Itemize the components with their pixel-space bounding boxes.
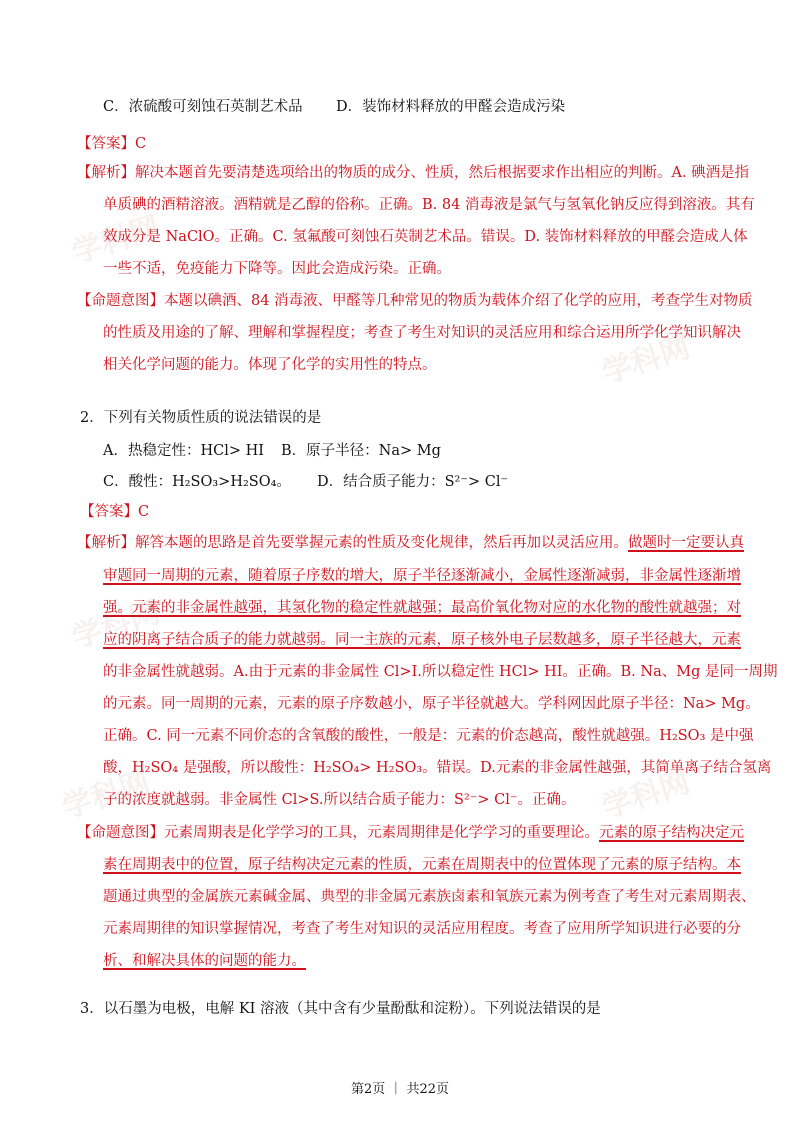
q2-intent-line: 元素周期律的知识掌握情况，考查了考生对知识的灵活应用程度。考查了应用所学知识进行必要的分 [103, 921, 741, 937]
q2-option-d: D．结合质子能力：S²⁻> Cl⁻ [317, 474, 509, 490]
watermark-logo: 学科网 [597, 329, 695, 391]
q2-analysis-first-text: 解答本题的思路是首先要掌握元素的性质及变化规律，然后再加以灵活应用。 [135, 535, 628, 551]
watermark-logo: 学科网 [67, 209, 165, 271]
q2-answer: 【答案】C [80, 504, 150, 520]
q1-option-c: C．浓硫酸可刻蚀石英制艺术品 [103, 99, 303, 115]
q1-analysis-line: 【解析】解决本题首先要清楚选项给出的物质的成分、性质，然后根据要求作出相应的判断。A. 碘酒是指 [77, 165, 750, 181]
q1-analysis-line: 一些不适，免疫能力下降等。因此会造成污染。正确。 [103, 261, 451, 277]
q1-analysis-line: 效成分是 NaClO。正确。C. 氢氟酸可刻蚀石英制艺术品。错误。D. 装饰材料释放的甲醛会造成人体 [103, 229, 748, 245]
q1-intent-line: 【命题意图】本题以碘酒、84 消毒液、甲醛等几种常见的物质为载体介绍了化学的应用，考查学生对物质 [77, 293, 753, 309]
q2-option-c: C．酸性：H₂SO₃>H₂SO₄。 [103, 474, 291, 490]
q1-answer: 【答案】C [77, 136, 147, 152]
q2-intent-label: 【命题意图】 [77, 825, 164, 841]
q1-option-d: D．装饰材料释放的甲醛会造成污染 [336, 99, 566, 115]
q3-stem: 3．以石墨为电极，电解 KI 溶液（其中含有少量酚酞和淀粉）。下列说法错误的是 [80, 1001, 601, 1017]
q2-analysis-label: 【解析】 [77, 535, 135, 551]
q1-intent-line: 的性质及用途的了解、理解和掌握程度；考查了考生对知识的灵活应用和综合运用所学化学知识解决 [103, 325, 741, 341]
watermark-logo: 学科网 [597, 764, 695, 826]
q2-analysis-line: 的元素。同一周期的元素，元素的原子序数越小，原子半径就越大。学科网因此原子半径：Na> Mg。 [103, 696, 760, 712]
q2-intent-line: 题通过典型的金属族元素碱金属、典型的非金属元素族卤素和氧族元素为例考查了考生对元素周期表、 [103, 889, 756, 905]
q2-analysis-line: 酸，H₂SO₄ 是强酸，所以酸性：H₂SO₄> H₂SO₃。错误。D.元素的非金属性越强，其简单离子结合氢离 [103, 760, 772, 776]
q2-intent-first-underlined: 元素的原子结构决定元 [599, 825, 744, 841]
q2-analysis-line: 子的浓度就越弱。非金属性 Cl>S.所以结合质子能力：S²⁻> Cl⁻。正确。 [103, 792, 576, 808]
watermark-logo: 学科网 [67, 594, 165, 656]
q2-intent-first-line [77, 823, 744, 843]
q2-intent-first-text: 元素周期表是化学学习的工具，元素周期律是化学学习的重要理论。 [164, 825, 599, 841]
q2-analysis-line: 强。元素的非金属性越强，其氢化物的稳定性就越强；最高价氧化物对应的水化物的酸性就越强；对 [103, 600, 741, 616]
q2-intent-line: 素在周期表中的位置，原子结构决定元素的性质，元素在周期表中的位置体现了元素的原子结构。本 [103, 857, 741, 873]
q2-analysis-first-underlined: 做题时一定要认真 [628, 535, 744, 551]
q1-analysis-line: 单质碘的酒精溶液。酒精就是乙醇的俗称。正确。B. 84 消毒液是氯气与氢氧化钠反应得到溶液。其有 [103, 197, 755, 213]
q2-intent-line: 析、和解决具体的问题的能力。 [103, 953, 306, 969]
q2-analysis-line: 应的阴离子结合质子的能力就越弱。同一主族的元素，原子核外电子层数越多，原子半径越大，元素 [103, 632, 741, 648]
watermark-logo: 学科网 [57, 764, 155, 826]
q2-option-a: A．热稳定性：HCl> HI [103, 443, 264, 459]
q2-analysis-line: 正确。C. 同一元素不同价态的含氧酸的酸性，一般是：元素的价态越高，酸性就越强。H₂SO₃ 是中强 [103, 728, 754, 744]
q2-analysis-line: 审题同一周期的元素，随着原子序数的增大，原子半径逐渐减小，金属性逐渐减弱，非金属性逐渐增 [103, 568, 741, 584]
q2-stem: 2．下列有关物质性质的说法错误的是 [80, 410, 322, 426]
q2-analysis-line: 的非金属性就越弱。A.由于元素的非金属性 Cl>I.所以稳定性 HCl> HI。正确。B. Na、Mg 是同一周期 [103, 664, 778, 680]
q2-option-b: B．原子半径：Na> Mg [281, 443, 441, 459]
q1-intent-line: 相关化学问题的能力。体现了化学的实用性的特点。 [103, 357, 437, 373]
page-footer: 第2页 ｜ 共22页 [350, 1082, 450, 1097]
q2-analysis-first-line [77, 533, 744, 553]
